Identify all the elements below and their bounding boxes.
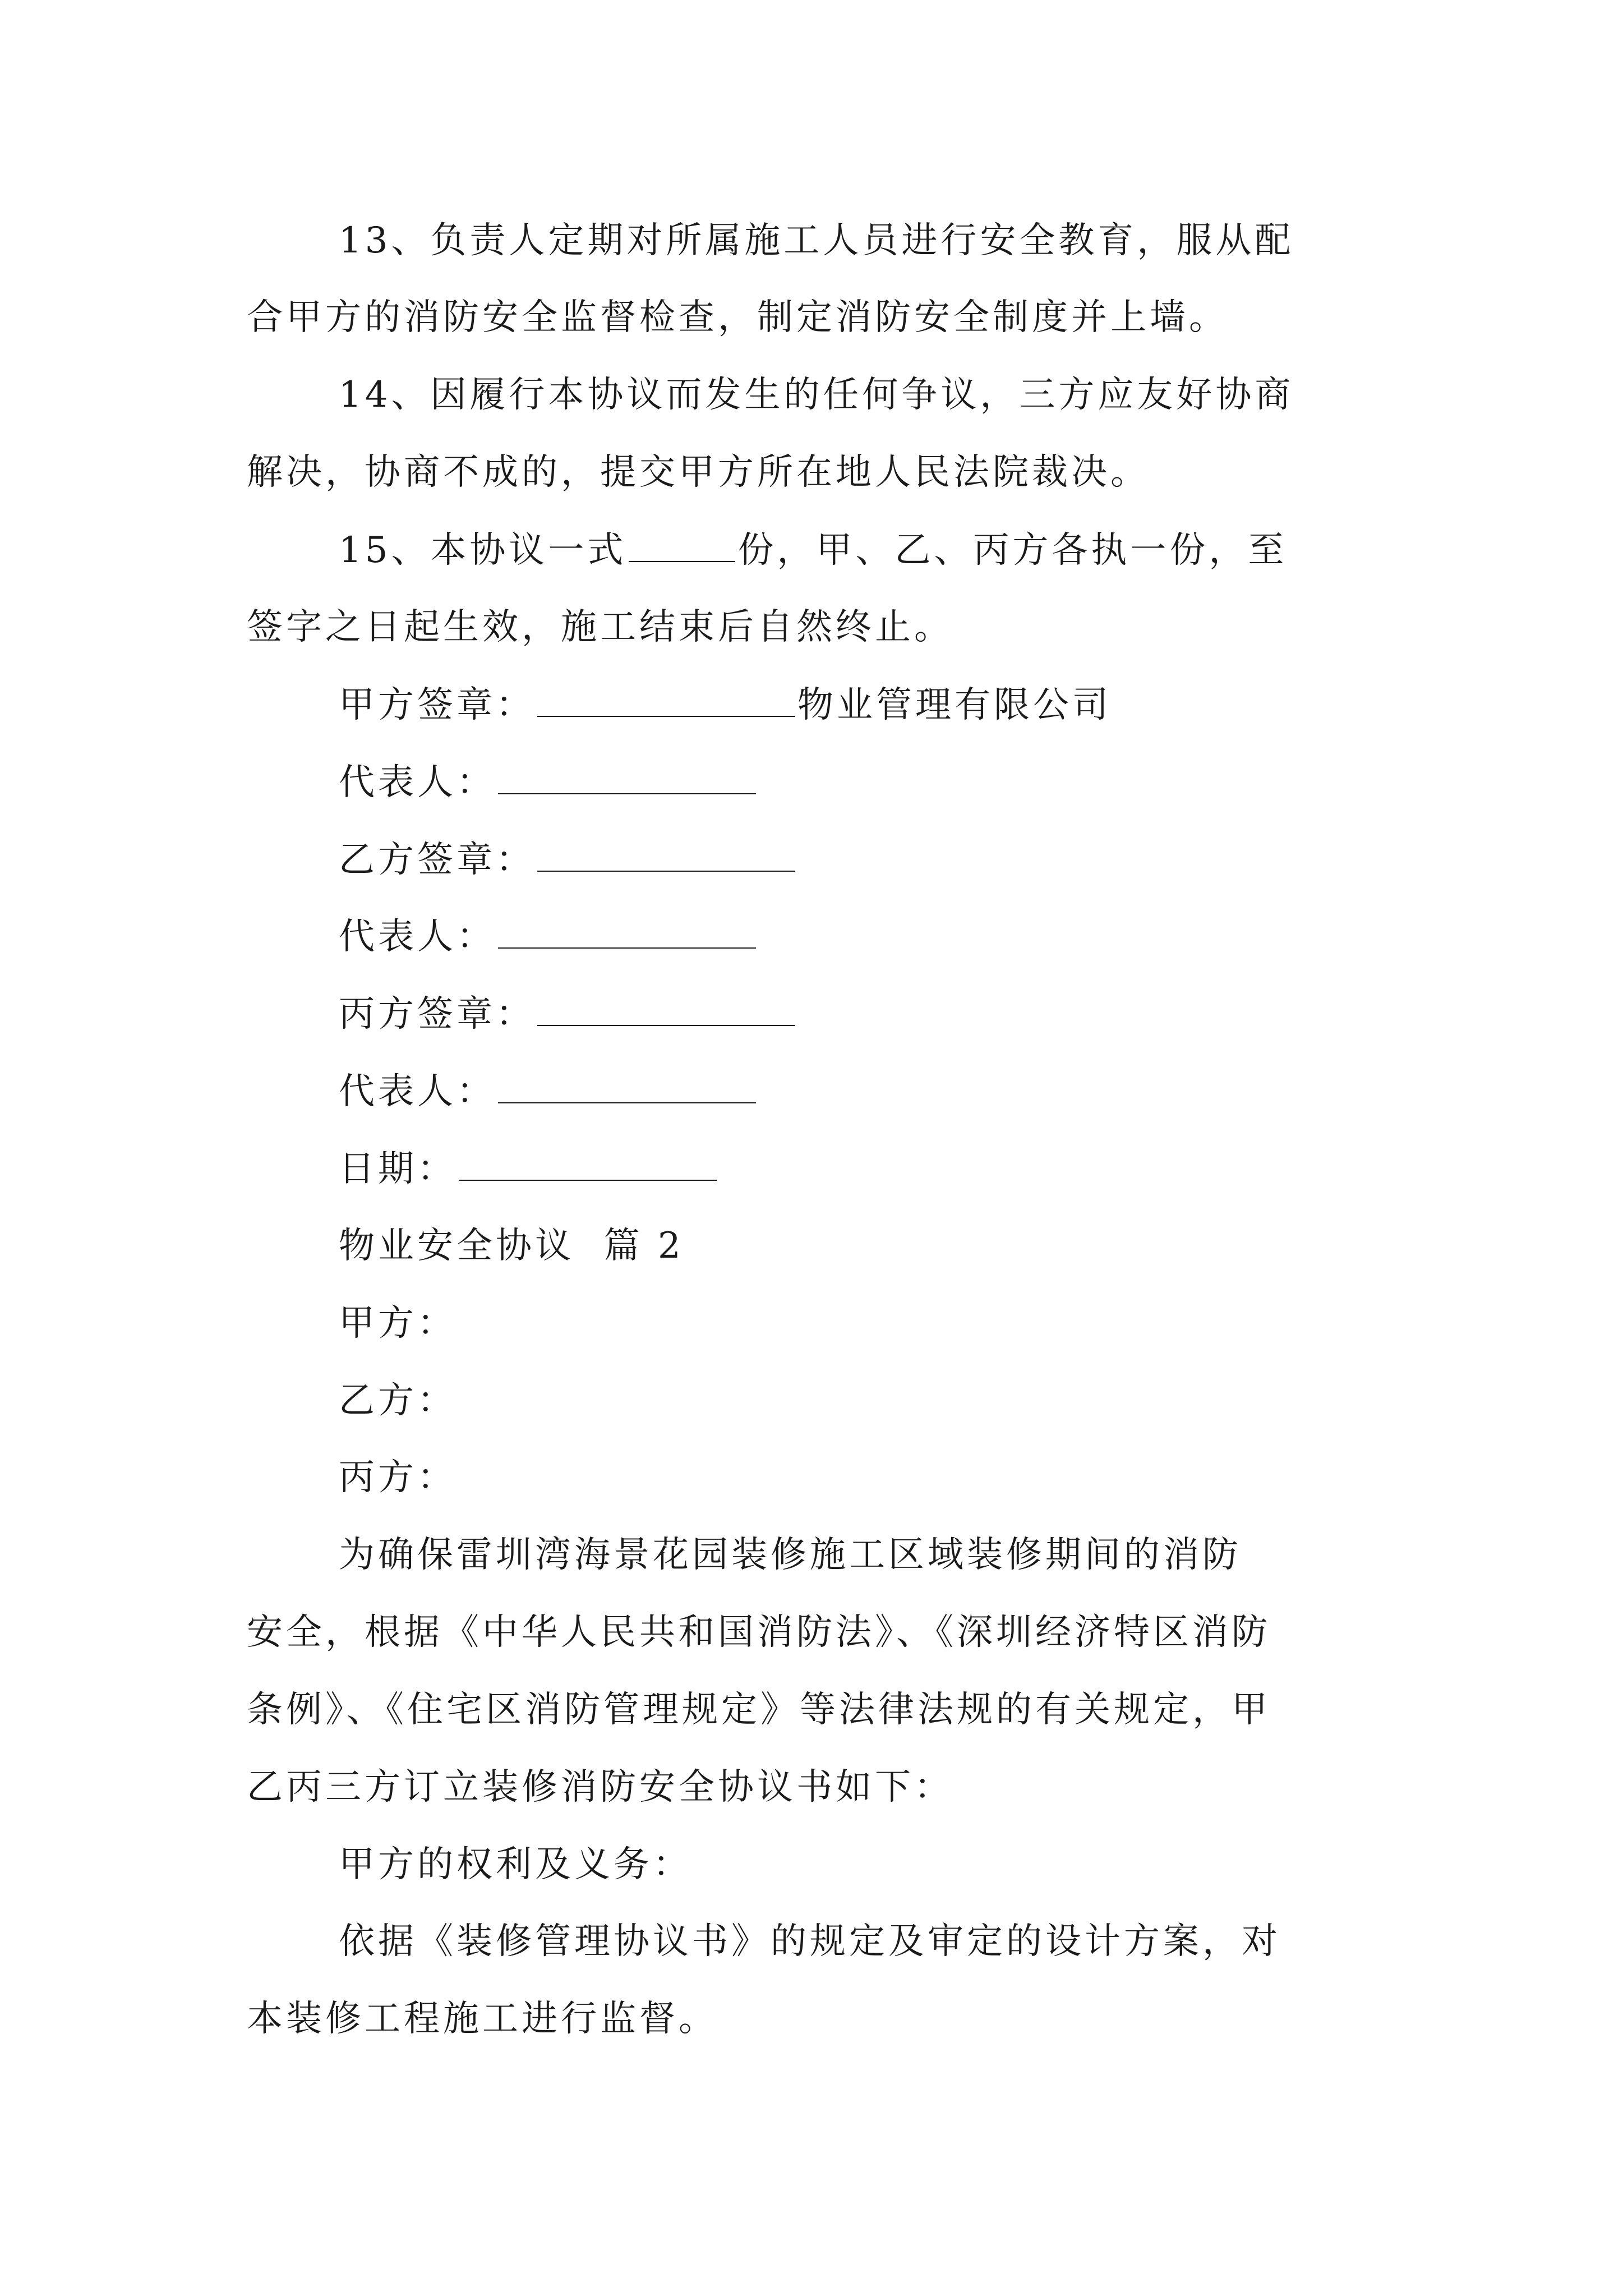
party-b-rep-line <box>339 916 758 958</box>
party-b-signature-blank <box>537 841 795 872</box>
date-blank <box>459 1151 717 1181</box>
clause-13-line-1: 13、负责人定期对所属施工人员进行安全教育，服从配 <box>339 220 1294 261</box>
party-a-company-suffix: 物业管理有限公司 <box>797 684 1112 726</box>
intro-line-1: 为确保雷圳湾海景花园装修施工区域装修期间的消防 <box>339 1534 1242 1576</box>
intro-line-3: 条例》、《住宅区消防管理规定》等法律法规的有关规定，甲 <box>247 1689 1271 1731</box>
party-c-signature-line <box>339 993 797 1035</box>
party-a-signature-blank <box>537 687 795 717</box>
party-c-signature-label: 丙方签章： <box>339 993 535 1035</box>
clause-13-line-2: 合甲方的消防安全监督检查，制定消防安全制度并上墙。 <box>247 297 1228 338</box>
party-b-signature-label: 乙方签章： <box>339 839 535 881</box>
rights-line-2: 本装修工程施工进行监督。 <box>247 1998 718 2040</box>
party-c-signature-blank <box>537 996 795 1026</box>
clause-15-suffix: 份，甲、乙、丙方各执一份，至 <box>737 530 1288 571</box>
party-a-rep-blank <box>498 764 756 794</box>
clause-15-line-1 <box>339 530 1288 571</box>
party-b-signature-line <box>339 839 797 881</box>
section-2-party-b: 乙方： <box>339 1380 457 1421</box>
party-a-rep-line <box>339 762 758 803</box>
clause-14-line-1: 14、因履行本协议而发生的任何争议，三方应友好协商 <box>339 374 1294 416</box>
party-b-rep-label: 代表人： <box>339 916 496 958</box>
clause-15-line-2: 签字之日起生效，施工结束后自然终止。 <box>247 606 953 648</box>
party-a-rep-label: 代表人： <box>339 762 496 803</box>
rights-heading: 甲方的权利及义务： <box>339 1844 692 1885</box>
party-c-rep-label: 代表人： <box>339 1071 496 1112</box>
section-2-party-c: 丙方： <box>339 1457 457 1498</box>
intro-line-2: 安全，根据《中华人民共和国消防法》、《深圳经济特区消防 <box>247 1612 1271 1653</box>
party-c-rep-blank <box>498 1073 756 1103</box>
date-line <box>339 1148 719 1190</box>
intro-line-4: 乙丙三方订立装修消防安全协议书如下： <box>247 1766 953 1808</box>
party-b-rep-blank <box>498 918 756 949</box>
date-label: 日期： <box>339 1148 457 1190</box>
section-2-heading: 物业安全协议 篇 2 <box>339 1225 684 1267</box>
party-a-signature-label: 甲方签章： <box>339 684 535 726</box>
section-2-party-a: 甲方： <box>339 1303 457 1344</box>
clause-15-prefix: 15、本协议一式 <box>339 530 627 571</box>
party-c-rep-line <box>339 1073 758 1110</box>
copies-blank <box>629 532 735 562</box>
party-a-signature-line <box>339 684 1112 726</box>
clause-14-line-2: 解决，协商不成的，提交甲方所在地人民法院裁决。 <box>247 452 1150 493</box>
rights-line-1: 依据《装修管理协议书》的规定及审定的设计方案，对 <box>339 1921 1281 1962</box>
